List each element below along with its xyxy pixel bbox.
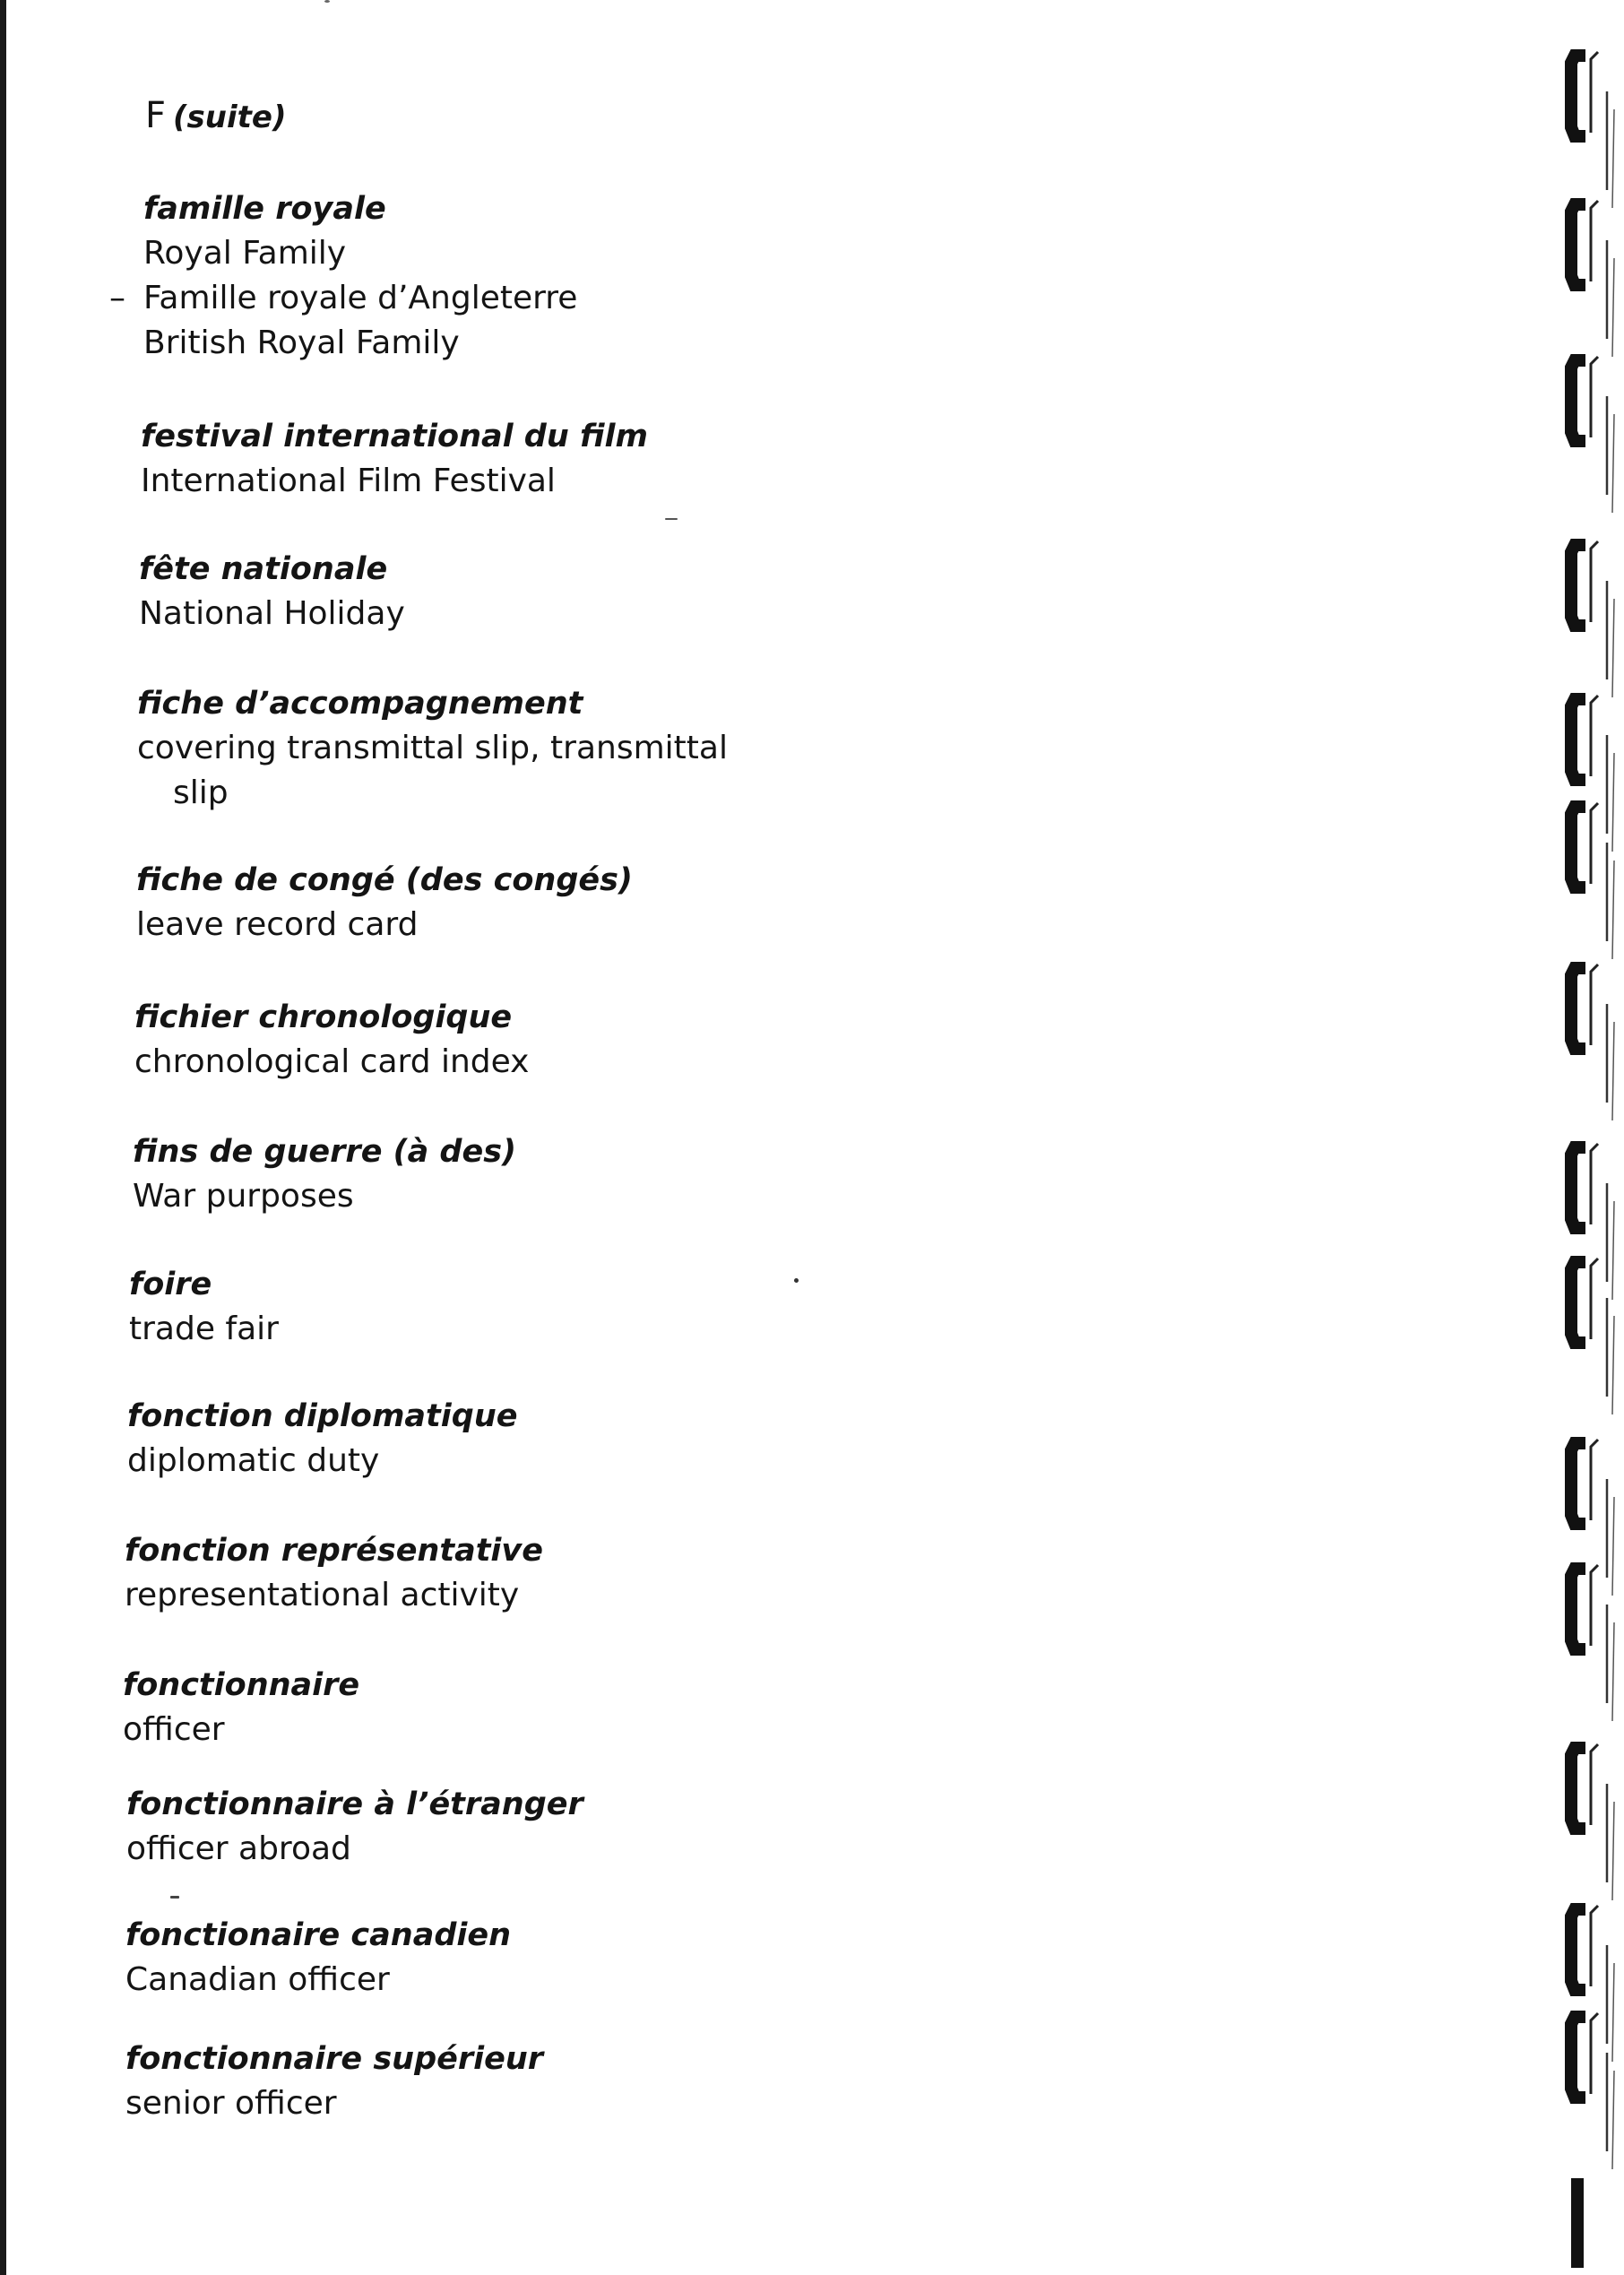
glossary-entry [137,681,728,816]
english-translation: officer abroad [126,1830,351,1867]
french-term: fonctionnaire à l’étranger [126,1786,583,1822]
french-term: fonctionaire canadien [125,1917,512,1953]
binding-ring [1571,357,1614,513]
glossary-entry [125,1913,511,2003]
english-translation: Royal Family [143,235,347,272]
french-term: fiche de congé (des congés) [136,862,633,898]
glossary-entry [126,1782,583,1872]
english-translation: covering transmittal slip, transmittal [137,730,728,766]
french-term: fiche d’accompagnement [137,686,583,722]
scan-speck [665,518,678,520]
binding-ring [1571,1906,1614,2062]
glossary-entry [109,186,578,366]
english-translation: trade fair [129,1311,279,1347]
english-translation: leave record card [136,906,419,943]
english-translation: National Holiday [139,595,405,632]
french-term: fête nationale [139,551,388,587]
section-heading [145,93,287,140]
binding-ring [1571,2178,1584,2268]
sub-term: Famille royale d’Angleterre [143,280,578,316]
french-term: famille royale [143,191,386,227]
binding-ring [1571,696,1614,852]
english-translation: officer [123,1711,225,1748]
section-continued-label: (suite) [173,99,287,135]
binding-ring [1571,541,1614,697]
binding-ring [1571,964,1614,1120]
glossary-entry [136,858,633,947]
french-term: fonction représentative [125,1533,543,1569]
binding-ring [1571,201,1614,357]
french-term: fonction diplomatique [127,1398,518,1434]
section-letter: F [145,95,167,136]
english-translation: diplomatic duty [127,1442,380,1479]
english-translation-continued: slip [173,774,229,811]
english-translation: British Royal Family [143,324,460,361]
binding-ring [1571,1144,1614,1300]
scan-speck [794,1278,799,1283]
english-translation: Canadian officer [125,1961,390,1998]
french-term: festival international du film [141,419,648,454]
sub-term-line [109,276,578,321]
glossary-entry [125,2037,543,2126]
binding-ring [1571,1565,1614,1721]
english-translation: chronological card index [134,1043,530,1080]
binding-ring [1571,1744,1614,1900]
glossary-entry [139,547,405,636]
english-translation: senior officer [125,2085,337,2122]
page-left-edge [0,0,6,2275]
binding-ring [1571,1259,1614,1414]
scan-speck [324,0,330,3]
english-translation: War purposes [133,1178,354,1215]
dash-mark: – [109,280,125,316]
english-translation: representational activity [125,1577,520,1613]
glossary-entry [141,414,648,504]
glossary-entry [129,1262,279,1352]
glossary-entry [134,995,529,1085]
glossary-entry [125,1528,543,1618]
glossary-entry [127,1394,517,1484]
spiral-binding [1555,0,1624,2275]
glossary-entry [133,1129,516,1219]
french-term: fonctionnaire supérieur [125,2041,544,2077]
glossary-entry [123,1663,359,1752]
binding-ring [1571,52,1614,208]
french-term: fichier chronologique [134,999,513,1035]
scan-speck [170,1896,179,1899]
french-term: fonctionnaire [123,1667,360,1703]
french-term: foire [129,1267,212,1302]
french-term: fins de guerre (à des) [133,1134,517,1170]
english-translation: International Film Festival [141,463,556,499]
